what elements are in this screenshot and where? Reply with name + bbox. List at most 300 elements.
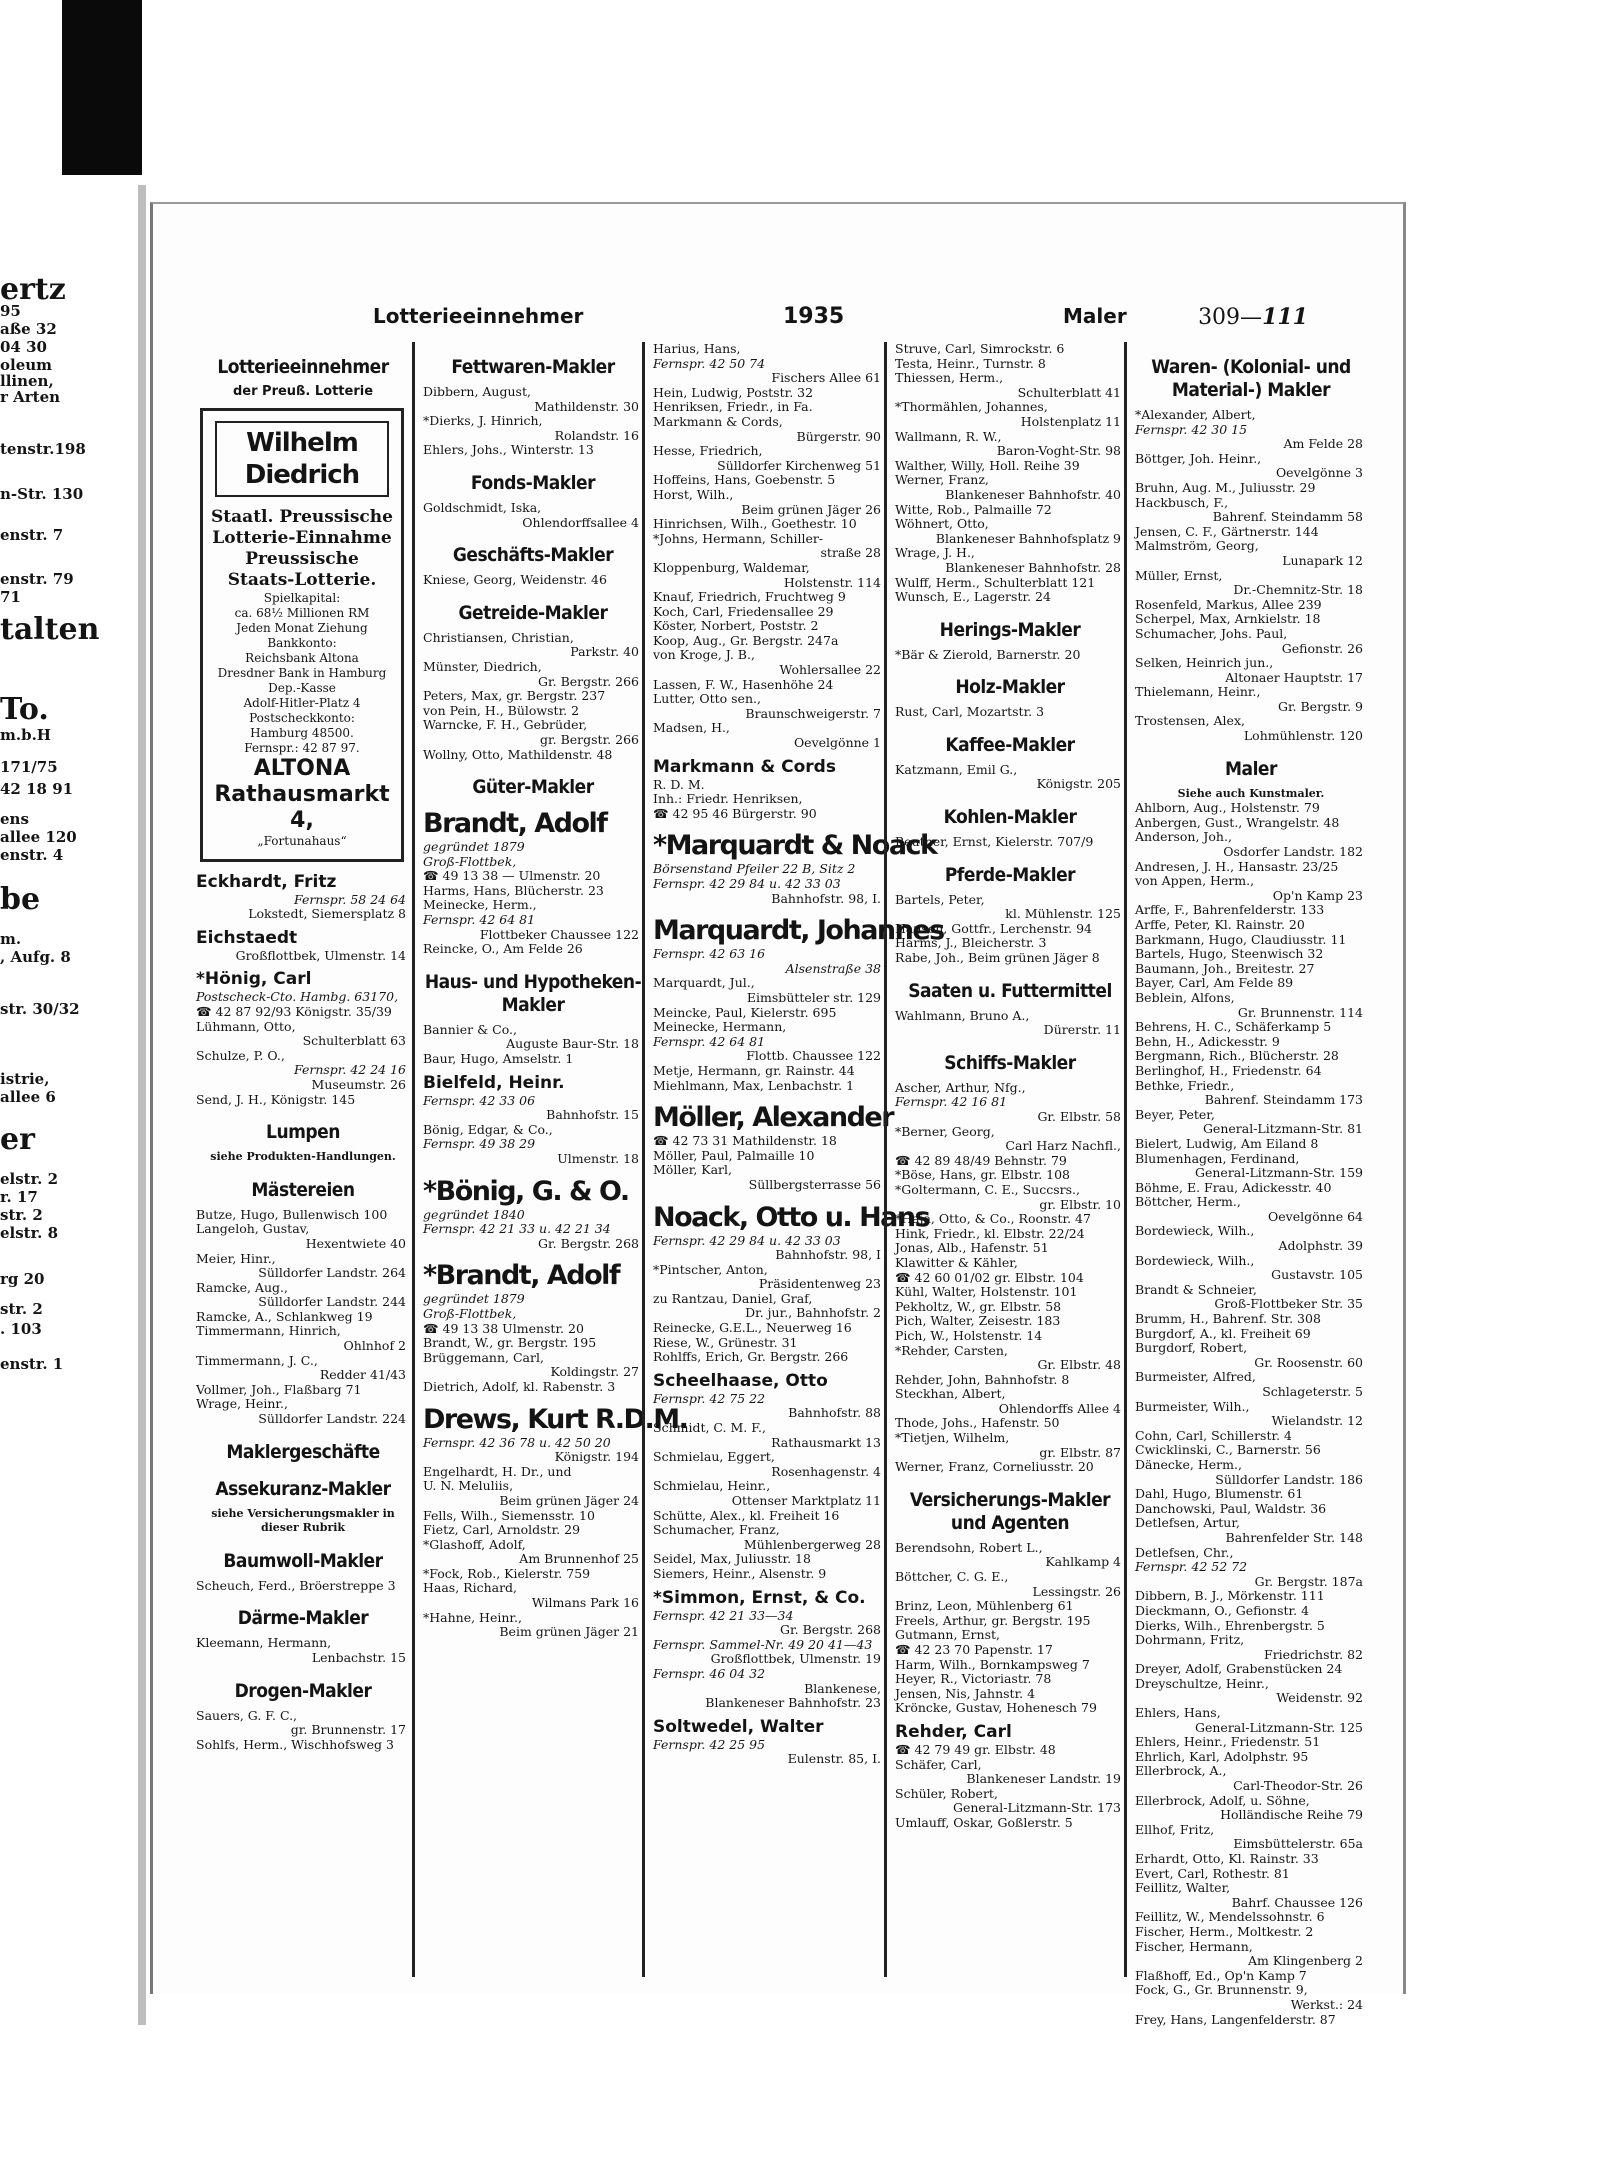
directory-entry: Kröncke, Gustav, Hohenesch 79 — [895, 1700, 1097, 1716]
directory-entry: Bartels, Peter, — [895, 891, 985, 907]
section-heading: Geschäfts-Makler — [452, 544, 614, 567]
directory-entry: Baumann, Joh., Breitestr. 27 — [1135, 960, 1315, 976]
directory-entry: Seidel, Max, Juliusstr. 18 — [653, 1551, 811, 1567]
directory-entry: Madsen, H., — [653, 720, 730, 736]
directory-entry: Böhme, E. Frau, Adickesstr. 40 — [1135, 1179, 1332, 1195]
directory-entry: Postscheck-Cto. Hambg. 63170, — [196, 989, 399, 1005]
directory-entry: kl. Mühlenstr. 125 — [1005, 906, 1121, 922]
left-page-text: ertz — [0, 272, 66, 307]
section-heading: Drogen-Makler — [234, 1679, 372, 1702]
directory-entry: Harms, Hans, Blücherstr. 23 — [423, 882, 604, 898]
directory-entry: Fernspr. 42 64 81 — [653, 1033, 766, 1049]
directory-entry: Vollmer, Joh., Flaßbarg 71 — [196, 1381, 362, 1397]
advertisement-line: Fernspr.: 42 87 97. — [244, 740, 360, 755]
directory-entry: Groß-Flottbeker Str. 35 — [1214, 1296, 1363, 1312]
directory-entry: Reincke, O., Am Felde 26 — [423, 941, 583, 957]
section-heading: Herings-Makler — [939, 618, 1081, 641]
directory-column-2 — [412, 342, 688, 1977]
directory-entry: Kloppenburg, Waldemar, — [653, 559, 810, 575]
section-heading: Maler — [1225, 757, 1277, 780]
directory-entry: Wollny, Otto, Mathildenstr. 48 — [423, 746, 613, 762]
directory-entry: Baur, Hugo, Amselstr. 1 — [423, 1051, 574, 1067]
directory-entry: Ottenser Marktplatz 11 — [731, 1493, 881, 1508]
left-page-text: oleum — [0, 356, 53, 374]
directory-entry: Eulenstr. 85, I. — [787, 1751, 881, 1767]
directory-entry: Köster, Norbert, Poststr. 2 — [653, 618, 819, 634]
directory-entry: Wohlersallee 22 — [779, 662, 881, 678]
directory-entry: Präsidentenweg 23 — [758, 1276, 881, 1292]
directory-entry: Bordewieck, Wilh., — [1135, 1223, 1255, 1239]
section-subheading: der Preuß. Lotterie — [232, 384, 374, 399]
directory-entry: Rohlffs, Erich, Gr. Bergstr. 266 — [653, 1349, 849, 1365]
directory-entry: Fernspr. 46 04 32 — [653, 1665, 766, 1681]
advertisement-line: „Fortunahaus“ — [257, 833, 347, 848]
left-page-text: tenstr.198 — [0, 440, 86, 458]
directory-entry: *Tietjen, Wilhelm, — [895, 1430, 1010, 1446]
directory-entry: Ramcke, A., Schlankweg 19 — [196, 1308, 373, 1324]
section-heading: Lotterieeinnehmer — [217, 356, 389, 378]
directory-entry: Holstenplatz 11 — [1020, 413, 1121, 429]
directory-entry: Haas, Richard, — [423, 1580, 518, 1596]
directory-entry: Markmann & Cords, — [653, 413, 783, 429]
directory-entry: Trostensen, Alex, — [1135, 713, 1245, 729]
directory-entry: ☎ 42 87 92/93 Königstr. 35/39 — [196, 1003, 392, 1019]
directory-entry: Lessingstr. 26 — [1032, 1583, 1121, 1599]
directory-entry: Mathildenstr. 30 — [534, 398, 639, 414]
left-page-text: istrie, — [0, 1070, 50, 1088]
directory-entry: Am Brunnenhof 25 — [519, 1551, 639, 1567]
directory-entry: Marquardt, Johannes — [653, 915, 944, 947]
directory-entry: Dürerstr. 11 — [1043, 1022, 1121, 1038]
directory-entry: Gr. Elbstr. 58 — [1037, 1109, 1121, 1124]
directory-entry: Kniese, Georg, Weidenstr. 46 — [423, 572, 607, 588]
directory-entry: Fells, Wilh., Siemensstr. 10 — [423, 1507, 595, 1523]
directory-entry: Scheuch, Ferd., Bröerstreppe 3 — [196, 1577, 396, 1593]
left-page-text: rg 20 — [0, 1270, 45, 1288]
advertisement-line: Jeden Monat Ziehung — [236, 620, 368, 635]
directory-entry: Harms, J., Bleicherstr. 3 — [895, 935, 1047, 951]
directory-entry: Ahlborn, Aug., Holstenstr. 79 — [1135, 800, 1320, 816]
directory-entry: Fernspr. 42 33 06 — [423, 1092, 536, 1108]
directory-entry: straße 28 — [820, 545, 881, 561]
directory-entry: Goldschmidt, Iska, — [423, 499, 542, 515]
directory-entry: Behrens, H. C., Schäferkamp 5 — [1135, 1019, 1332, 1035]
directory-entry: gr. Brunnenstr. 17 — [290, 1722, 406, 1738]
directory-entry: Pich, Walter, Zeisestr. 183 — [895, 1313, 1061, 1329]
directory-entry: Schüler, Robert, — [895, 1785, 998, 1801]
directory-entry: Altonaer Hauptstr. 17 — [1225, 669, 1363, 685]
directory-entry: Dierks, Wilh., Ehrenbergstr. 5 — [1135, 1617, 1325, 1633]
directory-entry: Sülldorfer Landstr. 186 — [1215, 1471, 1363, 1487]
directory-entry: Fernspr. 42 25 95 — [653, 1736, 766, 1752]
left-page-text: talten — [0, 612, 100, 647]
directory-entry: Meier, Hinr., — [196, 1250, 276, 1266]
left-page-text: elstr. 2 — [0, 1170, 59, 1188]
directory-entry: Blankeneser Bahnhofstr. 40 — [945, 486, 1121, 502]
directory-entry: Detlefsen, Chr., — [1135, 1544, 1234, 1560]
directory-entry: Fernspr. 42 50 74 — [653, 355, 766, 371]
directory-entry: Rehder, John, Bahnhofstr. 8 — [895, 1371, 1070, 1387]
directory-entry: Beim grünen Jäger 21 — [499, 1624, 639, 1640]
directory-entry: Böttcher, C. G. E., — [895, 1569, 1009, 1585]
directory-entry: Sülldorfer Landstr. 264 — [258, 1265, 406, 1281]
scanner-edge-shadow — [62, 0, 142, 175]
directory-entry: Hexentwiete 40 — [305, 1235, 406, 1251]
section-heading: Schiffs-Makler — [944, 1051, 1076, 1074]
directory-entry: Soltwedel, Walter — [653, 1716, 824, 1737]
section-heading: Maklergeschäfte — [226, 1440, 380, 1463]
directory-entry: Wallmann, R. W., — [895, 428, 1002, 444]
directory-entry: Thiessen, Herm., — [895, 370, 1004, 386]
directory-entry: Heyer, R., Victoriastr. 78 — [895, 1671, 1052, 1687]
directory-entry: Thielemann, Heinr., — [1135, 684, 1261, 700]
directory-entry: Schäfer, Carl, — [895, 1756, 982, 1772]
directory-entry: Sülldorfer Landstr. 244 — [258, 1294, 406, 1310]
directory-entry: Parkstr. 40 — [570, 644, 639, 660]
directory-entry: Knauf, Friedrich, Fruchtweg 9 — [653, 589, 846, 605]
advertisement-line: Postscheckkonto: — [249, 710, 355, 725]
directory-entry: Witte, Rob., Palmaille 72 — [895, 501, 1052, 517]
directory-entry: Eckhardt, Fritz — [196, 871, 337, 892]
directory-entry: Fernspr. 58 24 64 — [293, 891, 406, 907]
directory-entry: Umlauff, Oskar, Goßlerstr. 5 — [895, 1814, 1073, 1830]
directory-entry: Königstr. 205 — [1036, 776, 1121, 792]
directory-entry: Wrage, Heinr., — [196, 1396, 288, 1412]
directory-entry: Holstenstr. 114 — [783, 574, 881, 590]
directory-entry: Arffe, F., Bahrenfelderstr. 133 — [1135, 902, 1325, 918]
directory-entry: Blumenhagen, Ferdinand, — [1135, 1150, 1300, 1166]
left-page-text: , Aufg. 8 — [0, 948, 71, 966]
directory-entry: Bergmann, Rich., Blücherstr. 28 — [1135, 1048, 1339, 1064]
advertisement-line: Reichsbank Altona — [245, 650, 359, 665]
directory-entry: Auguste Baur-Str. 18 — [506, 1036, 639, 1052]
directory-entry: Bahrenf. Steindamm 58 — [1212, 509, 1363, 525]
directory-entry: Katzmann, Emil G., — [895, 761, 1018, 777]
directory-entry: Dreyer, Adolf, Grabenstücken 24 — [1135, 1661, 1343, 1677]
directory-entry: Ohlendorffsallee 4 — [522, 514, 639, 530]
directory-entry: Groß-Flottbek, — [423, 1305, 517, 1321]
section-heading: Kaffee-Makler — [945, 733, 1075, 756]
directory-entry: Fernspr. 42 30 15 — [1135, 421, 1248, 437]
directory-entry: Fischer, Herm., Moltkestr. 2 — [1135, 1923, 1314, 1939]
directory-entry: Eichstaedt — [196, 927, 298, 948]
directory-entry: Flaßhoff, Ed., Op'n Kamp 7 — [1135, 1967, 1307, 1983]
directory-entry: Brandt & Schneier, — [1135, 1281, 1257, 1297]
left-page-text: enstr. 7 — [0, 526, 64, 544]
directory-entry: Gr. Elbstr. 48 — [1037, 1357, 1121, 1373]
left-page-text: elstr. 8 — [0, 1224, 59, 1242]
directory-entry: Ehrlich, Karl, Adolphstr. 95 — [1135, 1748, 1309, 1764]
directory-entry: *Berner, Georg, — [895, 1123, 995, 1139]
directory-entry: Fernspr. 42 29 84 u. 42 33 03 — [653, 876, 841, 891]
advertisement-line: Staatl. Preussische — [211, 506, 393, 527]
directory-entry: Peters, Max, gr. Bergstr. 237 — [423, 688, 606, 704]
directory-entry: von Kroge, J. B., — [653, 647, 755, 663]
running-head-topic: Maler — [1063, 304, 1127, 328]
directory-entry: Fernspr. Sammel-Nr. 49 20 41—43 — [653, 1636, 873, 1652]
left-page-text: 171/75 — [0, 758, 58, 776]
directory-entry: Fietz, Carl, Arnoldstr. 29 — [423, 1522, 581, 1538]
directory-entry: Dr. jur., Bahnhofstr. 2 — [745, 1305, 881, 1321]
directory-entry: Blankeneser Landstr. 19 — [966, 1771, 1121, 1787]
directory-entry: Oevelgönne 64 — [1267, 1208, 1363, 1224]
directory-entry: ☎ 49 13 38 Ulmenstr. 20 — [423, 1320, 584, 1336]
left-page-text: enstr. 79 — [0, 570, 74, 588]
left-page-text: aße 32 — [0, 320, 57, 338]
directory-entry: Braunschweigerstr. 7 — [745, 705, 881, 721]
directory-entry: Fischers Allee 61 — [771, 370, 881, 386]
directory-entry: Hein, Ludwig, Poststr. 32 — [653, 384, 814, 400]
directory-entry: Blankeneser Bahnhofsplatz 9 — [935, 530, 1121, 546]
advertisement-box — [200, 408, 404, 862]
directory-entry: Schulterblatt 41 — [1017, 384, 1121, 400]
section-heading: Waren- (Kolonial- und Material-) Makler — [1151, 356, 1351, 401]
directory-entry: Kleemann, Hermann, — [196, 1635, 332, 1651]
directory-entry: Send, J. H., Königstr. 145 — [196, 1091, 356, 1107]
directory-entry: Berlinghof, H., Friedenstr. 64 — [1135, 1062, 1322, 1078]
directory-entry: Walther, Willy, Holl. Reihe 39 — [895, 457, 1080, 473]
directory-entry: Ascher, Arthur, Nfg., — [895, 1079, 1026, 1095]
directory-entry: Berendsohn, Robert L., — [895, 1539, 1043, 1555]
directory-entry: Carl-Theodor-Str. 26 — [1233, 1778, 1363, 1794]
directory-entry: Bordewieck, Wilh., — [1135, 1252, 1255, 1268]
directory-entry: Lunapark 12 — [1282, 552, 1363, 568]
directory-entry: Ellerbrock, A., — [1135, 1763, 1227, 1779]
directory-entry: Sohlfs, Herm., Wischhofsweg 3 — [196, 1736, 394, 1752]
directory-entry: Cohn, Carl, Schillerstr. 4 — [1135, 1427, 1292, 1443]
advertisement-line: ca. 68½ Millionen RM — [234, 605, 370, 620]
advertisement-line: Rathausmarkt 4, — [214, 781, 390, 833]
directory-entry: Carl Harz Nachfl., — [1005, 1138, 1121, 1154]
directory-entry: Bannier & Co., — [423, 1021, 518, 1037]
directory-entry: Brumm, H., Bahrenf. Str. 308 — [1135, 1311, 1321, 1327]
directory-entry: Thode, Johs., Hafenstr. 50 — [895, 1415, 1060, 1431]
directory-entry: Blankeneser Bahnhofstr. 28 — [945, 559, 1121, 575]
section-heading: Güter-Makler — [472, 776, 594, 799]
section-heading: Fonds-Makler — [470, 471, 596, 494]
directory-entry: Riese, W., Grünestr. 31 — [653, 1334, 798, 1350]
directory-entry: Bahrenf. Steindamm 173 — [1204, 1092, 1363, 1108]
directory-entry: Bethke, Friedr., — [1135, 1077, 1235, 1093]
left-page-text: 95 — [0, 302, 21, 320]
advertisement-line: Adolf-Hitler-Platz 4 — [243, 695, 361, 710]
directory-entry: Möller, Karl, — [653, 1162, 733, 1178]
directory-entry: Timmermann, Hinrich, — [196, 1323, 341, 1339]
directory-entry: *Johns, Hermann, Schiller- — [653, 530, 824, 546]
directory-entry: Miehlmann, Max, Lenbachstr. 1 — [653, 1077, 855, 1093]
left-page-text: m. — [0, 930, 22, 948]
directory-entry: Scheelhaase, Otto — [653, 1370, 828, 1391]
directory-entry: Feillitz, W., Mendelssohnstr. 6 — [1135, 1909, 1325, 1925]
directory-entry: Burgdorf, A., kl. Freiheit 69 — [1135, 1325, 1311, 1341]
directory-entry: Hackbusch, F., — [1135, 494, 1229, 510]
advertisement-line: Preussische Staats-Lotterie. — [227, 548, 377, 590]
left-page-text: er — [0, 1122, 35, 1157]
directory-entry: Museumstr. 26 — [311, 1076, 406, 1092]
left-page-text: m.b.H — [0, 726, 51, 744]
directory-entry: Eimsbütteler str. 129 — [746, 989, 881, 1005]
directory-entry: Ohlendorffs Allee 4 — [998, 1400, 1121, 1416]
left-page-text: be — [0, 882, 41, 917]
directory-entry: Selken, Heinrich jun., — [1135, 655, 1274, 671]
directory-entry: Schmielau, Eggert, — [653, 1449, 775, 1465]
directory-entry: Engelhardt, H. Dr., und — [423, 1463, 572, 1479]
directory-entry: gegründet 1879 — [423, 1291, 525, 1307]
directory-entry: Evert, Carl, Rothestr. 81 — [1135, 1865, 1290, 1881]
section-heading: Holz-Makler — [955, 676, 1065, 699]
directory-entry: General-Litzmann-Str. 125 — [1194, 1719, 1363, 1735]
directory-entry: Gustavstr. 105 — [1271, 1267, 1363, 1283]
section-heading: Fettwaren-Makler — [451, 356, 615, 378]
directory-entry: Möller, Alexander — [653, 1102, 894, 1134]
directory-entry: Lassen, F. W., Hasenhöhe 24 — [653, 676, 834, 692]
section-heading: Lumpen — [266, 1121, 340, 1144]
directory-entry: Gr. Roosenstr. 60 — [1254, 1354, 1363, 1370]
directory-entry: Osdorfer Landstr. 182 — [1223, 844, 1363, 860]
directory-entry: Müller, Ernst, — [1135, 567, 1223, 583]
book-gutter — [138, 185, 146, 2025]
directory-entry: R. D. M. — [653, 776, 705, 792]
directory-entry: Ehlers, Hans, — [1135, 1705, 1221, 1721]
directory-entry: Danchowski, Paul, Waldstr. 36 — [1135, 1500, 1327, 1516]
directory-entry: Ramcke, Aug., — [196, 1279, 288, 1295]
section-heading: Pferde-Makler — [944, 863, 1076, 886]
directory-entry: Bahnhofstr. 98, I. — [771, 890, 881, 906]
directory-entry: Ellerbrock, Adolf, u. Söhne, — [1135, 1792, 1310, 1808]
directory-entry: Sülldorfer Landstr. 224 — [258, 1411, 406, 1427]
directory-entry: Eimsbüttelerstr. 65a — [1233, 1836, 1363, 1852]
directory-column-5 — [1124, 342, 1367, 2027]
section-heading: Assekuranz-Makler — [215, 1477, 391, 1500]
directory-entry: ☎ 42 60 01/02 gr. Elbstr. 104 — [895, 1269, 1084, 1285]
directory-entry: Jensen, Nis, Jahnstr. 4 — [895, 1685, 1036, 1701]
directory-entry: Fernspr. 42 29 84 u. 42 33 03 — [653, 1232, 841, 1248]
directory-entry: Burmeister, Wilh., — [1135, 1398, 1250, 1414]
directory-entry: Süllbergsterrasse 56 — [748, 1176, 881, 1192]
advertisement-line: Bankkonto: — [267, 635, 337, 650]
directory-entry: Schulze, P. O., — [196, 1047, 285, 1063]
directory-entry: Dibbern, B. J., Mörkenstr. 111 — [1135, 1588, 1325, 1604]
directory-entry: Fernspr. 42 75 22 — [653, 1390, 766, 1406]
directory-entry: Wielandstr. 12 — [1271, 1413, 1363, 1429]
left-page-text: str. 2 — [0, 1206, 43, 1224]
directory-entry: *Marquardt & Noack — [653, 830, 937, 862]
directory-entry: Fernspr. 42 64 81 — [423, 912, 536, 928]
directory-page — [150, 202, 1406, 2027]
cross-reference-note: siehe Produkten-Handlungen. — [210, 1150, 396, 1164]
directory-entry: Wilmans Park 16 — [531, 1595, 639, 1611]
directory-entry: Börsenstand Pfeiler 22 B, Sitz 2 — [653, 861, 856, 877]
directory-entry: Schulterblatt 63 — [302, 1033, 406, 1049]
directory-entry: Markmann & Cords — [653, 756, 836, 777]
directory-entry: Beim grünen Jäger 24 — [499, 1492, 639, 1508]
page-number-range: 309— — [1198, 305, 1263, 330]
directory-entry: Brinz, Leon, Mühlenberg 61 — [895, 1598, 1074, 1614]
directory-entry: Dibbern, August, — [423, 384, 531, 399]
running-head — [193, 304, 1363, 338]
directory-entry: Rust, Carl, Mozartstr. 3 — [895, 704, 1045, 720]
directory-entry: Bahrenfelder Str. 148 — [1225, 1529, 1363, 1545]
directory-entry: Pekholtz, W., gr. Elbstr. 58 — [895, 1298, 1062, 1314]
directory-entry: Reinecke, G.E.L., Neuerweg 16 — [653, 1320, 852, 1336]
left-page-text: allee 6 — [0, 1088, 56, 1106]
directory-entry: Erhardt, Otto, Kl. Rainstr. 33 — [1135, 1851, 1319, 1866]
directory-entry: Horst, Wilh., — [653, 486, 734, 502]
directory-entry: General-Litzmann-Str. 159 — [1194, 1165, 1363, 1181]
directory-entry: Beutner, Ernst, Kielerstr. 707/9 — [895, 834, 1094, 850]
directory-entry: *Bönig, G. & O. — [423, 1175, 629, 1207]
directory-entry: von Pein, H., Bülowstr. 2 — [423, 702, 580, 718]
directory-entry: Fernspr. 49 38 29 — [423, 1136, 536, 1152]
directory-entry: Böttger, Joh. Heinr., — [1135, 450, 1262, 466]
directory-entry: Dieckmann, O., Gefionstr. 4 — [1135, 1602, 1310, 1618]
directory-entry: Bayer, Carl, Am Felde 89 — [1135, 975, 1294, 991]
directory-entry: Holländische Reihe 79 — [1220, 1807, 1363, 1823]
advertisement-line: Spielkapital: — [263, 590, 341, 605]
directory-entry: Meincke, Paul, Kielerstr. 695 — [653, 1004, 837, 1020]
directory-entry: Beyer, Peter, — [1135, 1106, 1215, 1122]
left-page-text: 04 30 — [0, 338, 47, 356]
directory-entry: Beblein, Alfons, — [1135, 989, 1235, 1005]
left-page-text: llinen, — [0, 372, 54, 390]
directory-entry: Hinrichsen, Wilh., Goethestr. 10 — [653, 516, 857, 532]
directory-entry: Gr. Bergstr. 268 — [780, 1622, 881, 1638]
directory-entry: Scherpel, Max, Arnkielstr. 18 — [1135, 611, 1321, 627]
directory-entry: Dohrmann, Fritz, — [1135, 1632, 1245, 1648]
directory-entry: ☎ 49 13 38 — Ulmenstr. 20 — [423, 868, 601, 884]
directory-entry: *Glashoff, Adolf, — [423, 1536, 526, 1552]
directory-entry: Rosenhagenstr. 4 — [771, 1463, 881, 1479]
directory-entry: Bürgerstr. 90 — [796, 428, 881, 444]
directory-entry: Friedrichstr. 82 — [1264, 1646, 1363, 1662]
directory-entry: Hansen, Gottfr., Lerchenstr. 94 — [895, 920, 1092, 936]
directory-entry: Gr. Brunnenstr. 114 — [1237, 1004, 1363, 1020]
directory-entry: Fernspr. 42 52 72 — [1135, 1559, 1248, 1575]
directory-entry: Henriksen, Friedr., in Fa. — [653, 399, 813, 415]
directory-entry: Harius, Hans, — [653, 341, 741, 356]
directory-entry: Rosenfeld, Markus, Allee 239 — [1135, 596, 1322, 612]
directory-entry: Alsenstraße 38 — [785, 960, 881, 976]
directory-entry: Ohlnhof 2 — [343, 1338, 406, 1354]
directory-entry: Bahrf. Chaussee 126 — [1231, 1894, 1363, 1910]
directory-entry: *Böse, Hans, gr. Elbstr. 108 — [895, 1167, 1071, 1183]
directory-entry: *Alexander, Albert, — [1135, 407, 1256, 422]
directory-entry: Ehlers, Johs., Winterstr. 13 — [423, 442, 594, 458]
left-page-text: . 103 — [0, 1320, 42, 1338]
page-number — [1198, 304, 1308, 330]
directory-entry: Baron-Voght-Str. 98 — [996, 443, 1121, 459]
directory-entry: Wahlmann, Bruno A., — [895, 1007, 1030, 1023]
directory-entry: Gr. Bergstr. 268 — [538, 1235, 639, 1251]
directory-entry: Beim grünen Jäger 26 — [741, 501, 881, 517]
directory-entry: Feillitz, Walter, — [1135, 1880, 1231, 1896]
directory-entry: Großflottbek, Ulmenstr. 19 — [710, 1651, 881, 1667]
directory-entry: Kahlkamp 4 — [1045, 1554, 1121, 1570]
left-page-text: enstr. 4 — [0, 846, 64, 864]
directory-entry: Gr. Bergstr. 187a — [1254, 1573, 1363, 1589]
directory-entry: Sülldorfer Kirchenweg 51 — [717, 457, 881, 473]
directory-entry: Bielfeld, Heinr. — [423, 1072, 565, 1093]
directory-entry: ☎ 42 79 49 gr. Elbstr. 48 — [895, 1741, 1056, 1757]
directory-entry: Schumacher, Franz, — [653, 1522, 780, 1538]
directory-entry: Fernspr. 42 36 78 u. 42 50 20 — [423, 1434, 611, 1450]
directory-entry: Weidenstr. 92 — [1276, 1690, 1363, 1706]
directory-entry: Hink, Friedr., kl. Elbstr. 22/24 — [895, 1225, 1085, 1241]
directory-entry: Flottb. Chaussee 122 — [746, 1048, 881, 1064]
directory-entry: Flottbeker Chaussee 122 — [479, 926, 639, 942]
section-heading: Saaten u. Futtermittel — [908, 979, 1112, 1002]
directory-entry: Schumacher, Johs. Paul, — [1135, 625, 1288, 641]
